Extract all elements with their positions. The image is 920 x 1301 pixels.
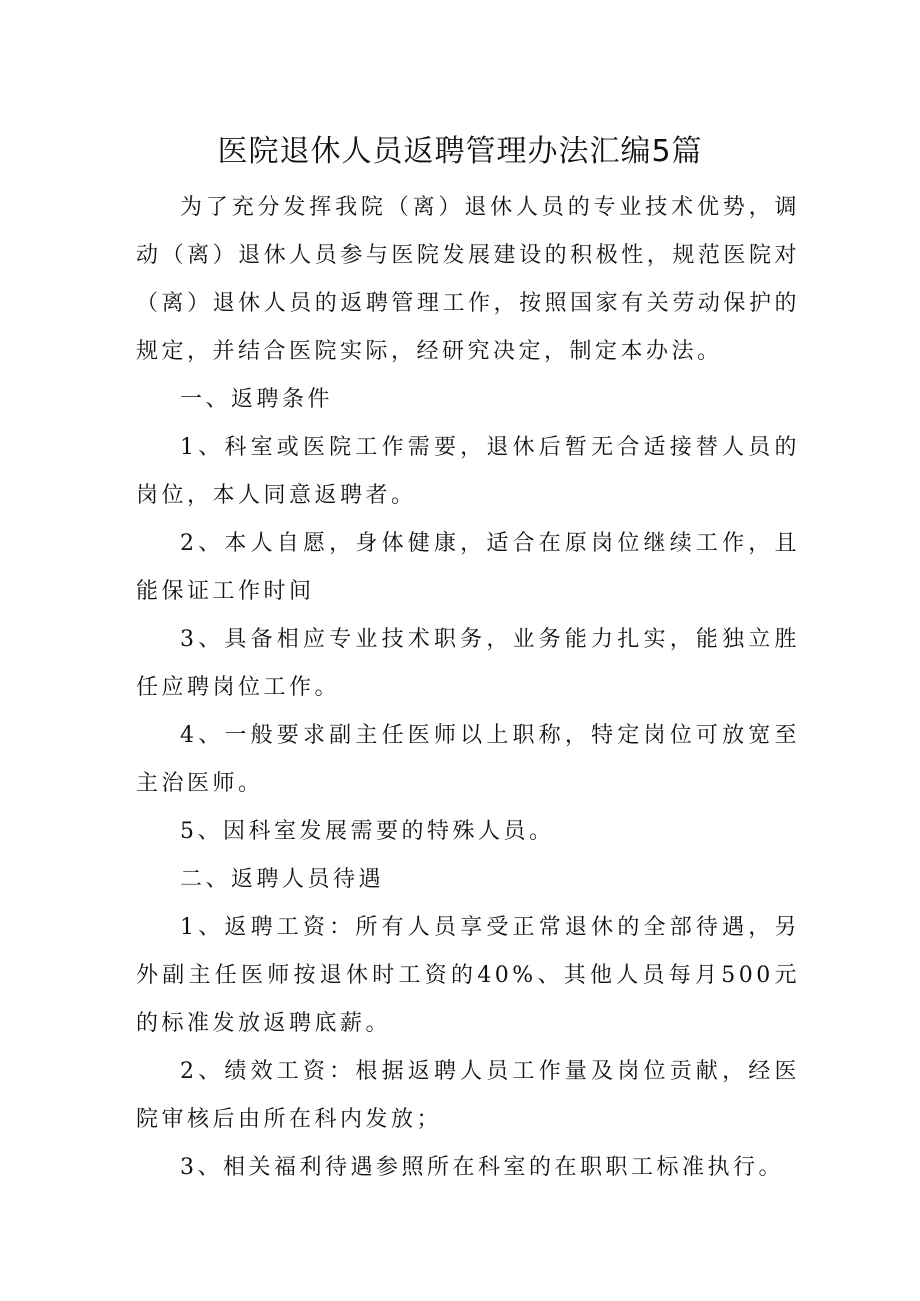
list-item: 1、科室或医院工作需要，退休后暂无合适接替人员的岗位，本人同意返聘者。 bbox=[136, 435, 800, 508]
section-heading: 二、返聘人员待遇 bbox=[180, 867, 385, 892]
list-item: 2、本人自愿，身体健康，适合在原岗位继续工作，且能保证工作时间 bbox=[136, 531, 800, 604]
document-title: 医院退休人员返聘管理办法汇编5篇 bbox=[217, 134, 703, 169]
list-item: 5、因科室发展需要的特殊人员。 bbox=[180, 819, 555, 844]
list-item: 2、绩效工资：根据返聘人员工作量及岗位贡献，经医院审核后由所在科内发放； bbox=[136, 1059, 800, 1132]
list-item: 1、返聘工资：所有人员享受正常退休的全部待遇，另外副主任医师按退休时工资的40%、其他人员每月500元的标准发放返聘底薪。 bbox=[136, 915, 800, 1036]
section-heading: 一、返聘条件 bbox=[180, 387, 334, 412]
list-item: 4、一般要求副主任医师以上职称，特定岗位可放宽至主治医师。 bbox=[136, 723, 800, 796]
intro-paragraph: 为了充分发挥我院（离）退休人员的专业技术优势，调动（离）退休人员参与医院发展建设的积极性，规范医院对（离）退休人员的返聘管理工作，按照国家有关劳动保护的规定，并结合医院实际，经研究决定，制定本办法。 bbox=[136, 195, 800, 364]
document-body bbox=[136, 184, 800, 1192]
list-item: 3、具备相应专业技术职务，业务能力扎实，能独立胜任应聘岗位工作。 bbox=[136, 627, 800, 700]
list-item: 3、相关福利待遇参照所在科室的在职职工标准执行。 bbox=[180, 1155, 784, 1180]
